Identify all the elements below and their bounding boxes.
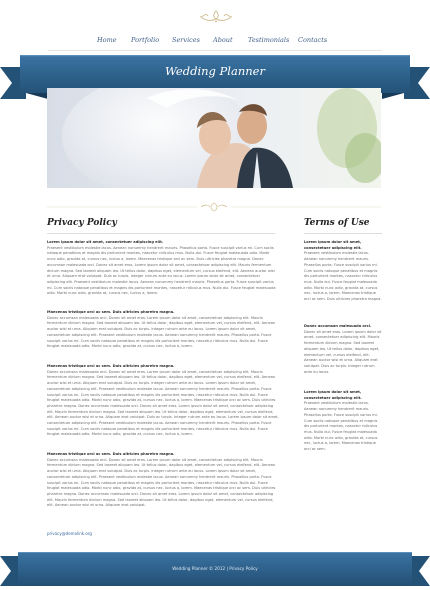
footer-copyright: Wedding Planner © 2012 | Privacy Policy [172,566,258,571]
terms-paragraph-3 [304,390,382,462]
paragraph-lead: Lorem ipsum dolor sit amet, consectetuer adipiscing elit. [47,240,164,244]
privacy-email-link[interactable]: privacy@demolink.org [47,531,92,536]
paragraph-lead: Lorem ipsum dolor sit amet, consectetuer adipiscing elit. [304,390,362,400]
paragraph-body: Donec accumsan malesuada orci. Donec sit amet eros. Lorem ipsum dolor sit amet, consectetuer adipiscing elit. Mauris fermentum dictum magna. Sed laoreet aliquam leo. Ut tellus dolor, dapibus eget, elementum vel, cursus eleifend, elit. Aenean auctor wisi et urna. Aliquam erat volutpat. Duis ac turpis. Integer rutrum ante eu lacus. Lorem ipsum dolor sit amet, consectetuer adipiscing elit. Praesent vestibulum molestie lacus. Aenean nonummy hendrerit mauris. Phasellus porta. Fusce suscipit varius mi. Cum sociis natoque penatibus et magnis dis parturient montes, nascetur ridiculus mus. Nulla dui. Fusce feugiat malesuada odio. Morbi nunc odio, gravida at, cursus nec, luctus a, lorem. Maecenas tristique orci ac sem. Duis ultricies pharetra magna. Donec accumsan malesuada orci. Donec sit amet eros. Lorem ipsum dolor sit amet, consectetuer adipiscing elit. Mauris fermentum dictum magna. Sed laoreet aliquam leo. Ut tellus dolor, dapibus eget, elementum vel, cursus eleifend, elit. Aenean auctor wisi et urna. Aliquam erat volutpat. [47,457,276,508]
nav-testimonials-link[interactable]: Testimonials [248,36,290,44]
nav-divider [48,50,382,51]
nav-services-link[interactable]: Services [172,36,200,44]
top-navigation [0,36,430,48]
flourish-ornament-icon [196,8,236,24]
terms-heading-rule [304,233,382,234]
nav-contacts-link[interactable]: Contacts [298,36,328,44]
nav-portfolio-link[interactable]: Portfolio [131,36,160,44]
privacy-policy-heading: Privacy Policy [47,218,117,228]
paragraph-body: Donec accumsan malesuada orci. Donec sit amet eros. Lorem ipsum dolor sit amet, consectetuer adipiscing elit. Mauris fermentum dictum magna. Sed laoreet aliquam leo. Ut tellus dolor, dapibus eget, elementum vel, cursus eleifend, elit. Aenean auctor wisi et urna. Aliquam erat volutpat. Duis ac turpis. Integer rutrum ante eu lacus. Lorem ipsum dolor sit amet, consectetuer adipiscing elit. Praesent vestibulum molestie lacus. Aenean nonummy hendrerit mauris. Phasellus porta. Fusce suscipit varius mi. Cum sociis natoque penatibus et magnis dis parturient montes, nascetur ridiculus mus. Nulla dui. Fusce feugiat malesuada odio. Morbi nunc odio, gravida at, cursus nec, luctus a, lorem. [47,315,276,349]
privacy-paragraph-1 [47,240,279,304]
section-divider-ornament-icon [47,200,381,214]
paragraph-lead: Maecenas tristique orci ac sem. Duis ultricies pharetra magna. [47,310,175,314]
paragraph-body: Praesent vestibulum molestie lacus. Aenean nonummy hendrerit mauris. Phasellus porta. Fusce suscipit varius mi. Cum sociis natoque penatibus et magnis dis parturient montes, nascetur ridiculus mus. Nulla dui. Fusce feugiat malesuada odio. Morbi nunc odio, gravida at, cursus nec, luctus a, lorem. Maecenas tristique orci ac sem. Duis ultricies pharetra magna. Donec accumsan malesuada orci. Donec sit amet eros. Lorem ipsum dolor sit amet, consectetuer adipiscing elit. Mauris fermentum dictum magna. Sed laoreet aliquam leo. Ut tellus dolor, dapibus eget, elementum vel, cursus eleifend, elit. Aenean auctor wisi et urna. Aliquam erat volutpat. Duis ac turpis. Integer rutrum ante eu lacus. Lorem ipsum dolor sit amet, consectetuer adipiscing elit. Praesent vestibulum molestie lacus. Aenean nonummy hendrerit mauris. Phasellus porta. Fusce suscipit varius mi. Cum sociis natoque penatibus et magnis dis parturient montes, nascetur ridiculus mus. Nulla dui. Fusce feugiat malesuada odio. Morbi nunc odio, gravida at, cursus nec, luctus a, lorem. [47,245,276,296]
privacy-paragraph-3 [47,364,279,446]
privacy-heading-rule [47,233,275,234]
paragraph-lead: Maecenas tristique orci ac sem. Duis ultricies pharetra magna. [47,452,175,456]
paragraph-body: Praesent vestibulum molestie lacus. Aenean nonummy hendrerit mauris. Phasellus porta. Fusce suscipit varius mi. Cum sociis natoque penatibus et magnis dis parturient montes, nascetur ridiculus mus. Nulla dui. Fusce feugiat malesuada odio. Morbi nunc odio, gravida at, cursus nec, luctus a, lorem. Maecenas tristique orci ac sem. Duis ultricies pharetra magna. [304,251,382,302]
banner-title: Wedding Planner [165,64,265,78]
paragraph-lead: Maecenas tristique orci ac sem. Duis ultricies pharetra magna. [47,364,175,368]
terms-paragraph-2 [304,324,382,384]
paragraph-body: Donec sit amet eros. Lorem ipsum dolor sit amet, consectetuer adipiscing elit. Mauris fermentum dictum magna. Sed laoreet aliquam leo. Ut tellus dolor, dapibus eget, elementum vel, cursus eleifend, elit. Aenean auctor wisi et urna. Aliquam erat volutpat. Duis ac turpis. Integer rutrum ante eu lacus. [304,329,382,374]
hero-photo [47,88,381,188]
terms-paragraph-1 [304,240,382,320]
paragraph-lead: Lorem ipsum dolor sit amet, consectetuer adipiscing elit. [304,240,362,250]
paragraph-body: Praesent vestibulum molestie lacus. Aenean nonummy hendrerit mauris. Phasellus porta. Fusce suscipit varius mi. Cum sociis natoque penatibus et magnis dis parturient montes, nascetur ridiculus mus. Nulla dui. Fusce feugiat malesuada odio. Morbi nunc odio, gravida at, cursus nec, luctus a, lorem. Maecenas tristique orci ac sem. [304,401,378,452]
paragraph-lead: Donec accumsan malesuada orci. [304,324,372,328]
nav-home-link[interactable]: Home [97,36,117,44]
terms-of-use-heading: Terms of Use [304,218,370,228]
paragraph-body: Donec accumsan malesuada orci. Donec sit amet eros. Lorem ipsum dolor sit amet, consectetuer adipiscing elit. Mauris fermentum dictum magna. Sed laoreet aliquam leo. Ut tellus dolor, dapibus eget, elementum vel, cursus eleifend, elit. Aenean auctor wisi et urna. Aliquam erat volutpat. Duis ac turpis. Integer rutrum ante eu lacus. Lorem ipsum dolor sit amet, consectetuer adipiscing elit. Praesent vestibulum molestie lacus. Aenean nonummy hendrerit mauris. Phasellus porta. Fusce suscipit varius mi. Cum sociis natoque penatibus et magnis dis parturient montes, nascetur ridiculus mus. Nulla dui. Fusce feugiat malesuada odio. Morbi nunc odio, gravida at, cursus nec, luctus a, lorem. Maecenas tristique orci ac sem. Duis ultricies pharetra magna. Donec accumsan malesuada orci. Donec sit amet eros. Lorem ipsum dolor sit amet, consectetuer adipiscing elit. Mauris fermentum dictum magna. Sed laoreet aliquam leo. Ut tellus dolor, dapibus eget, elementum vel, cursus eleifend, elit. Aenean auctor wisi et urna. Aliquam erat volutpat. Duis ac turpis. Integer rutrum ante eu lacus. Lorem ipsum dolor sit amet, consectetuer adipiscing elit. Praesent vestibulum molestie lacus. Aenean nonummy hendrerit mauris. Phasellus porta. Fusce suscipit varius mi. Cum sociis natoque penatibus et magnis dis parturient montes, nascetur ridiculus mus. Nulla dui. Fusce feugiat malesuada odio. Morbi nunc odio, gravida at, cursus nec, luctus a, lorem. [47,369,279,437]
nav-about-link[interactable]: About [213,36,233,44]
privacy-paragraph-4 [47,452,279,524]
privacy-paragraph-2 [47,310,279,358]
